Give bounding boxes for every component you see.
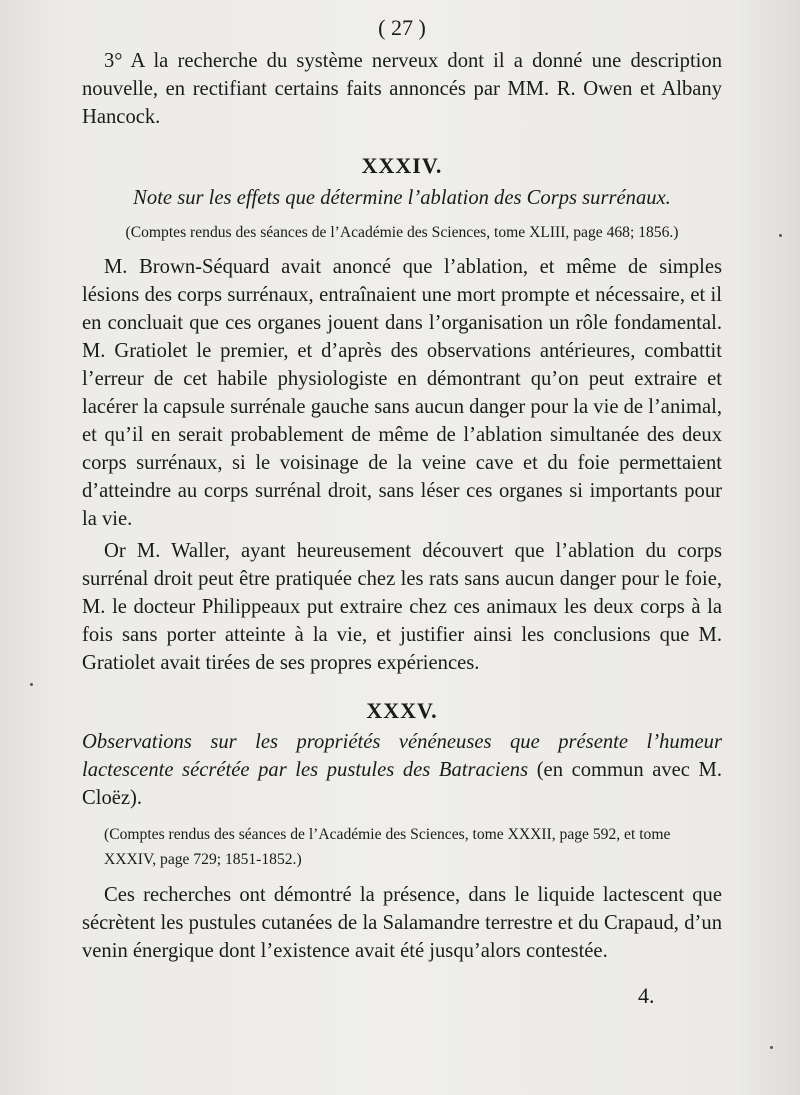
section-title-35-italic: Observations sur les propriétés vénéneuses que présente l’humeur lactescente sécrétée par les pustules des Batraciens [82,731,722,781]
source-citation-34: (Comptes rendus des séances de l’Académie des Sciences, tome XLIII, page 468; 1856.) [125,224,679,241]
section-title-35 [82,728,722,812]
page-number: ( 27 ) [378,15,426,40]
section-title-34: Note sur les effets que détermine l’ablation des Corps surrénaux. [133,187,671,209]
section-title-35-suffix: (en commun avec M. Cloëz). [82,759,722,809]
body-paragraph-35-1: Ces recherches ont démontré la présence, dans le liquide lactescent que sécrètent les pustules cutanées de la Salamandre terrestre et du Crapaud, d’un venin énergique dont l’existence avait été jusqu’alors contestée. [82,884,722,962]
text-block [82,14,722,965]
paper-speck [770,1046,773,1049]
section-heading-34: XXXIV. [361,153,443,178]
signature-mark: 4. [638,983,655,1008]
source-citation-35: (Comptes rendus des séances de l’Académie des Sciences, tome XXXII, page 592, et tome XXXIV, page 729; 1851-1852.) [104,826,671,868]
paper-speck [30,683,33,686]
body-paragraph-34-2: Or M. Waller, ayant heureusement découvert que l’ablation du corps surrénal droit peut être pratiquée chez les rats sans aucun danger pour le foie, M. le docteur Philippeaux put extraire chez ces animaux les deux corps à la fois sans porter atteinte à la vie, et justifier ainsi les conclusions que M. Gratiolet avait tirées de ses propres expériences. [82,540,722,674]
paper-speck [779,234,782,237]
section-heading-35: XXXV. [366,698,438,723]
body-paragraph-34-1: M. Brown-Séquard avait anoncé que l’ablation, et même de simples lésions des corps surrénaux, entraînaient une mort prompte et nécessaire, et il en concluait que ces organes jouent dans l’organisation un rôle fondamental. M. Gratiolet le premier, et d’après des observations antérieures, combattit l’erreur de cet habile physiologiste en démontrant qu’on peut extraire et lacérer la capsule surrénale gauche sans aucun danger pour la vie de l’animal, et qu’il en serait probablement de même de l’ablation simultanée des deux corps surrénaux, si le voisinage de la veine cave et du foie permettaient d’atteindre au corps surrénal droit, sans léser ces organes si importants pour la vie. [82,256,722,530]
intro-paragraph: 3° A la recherche du système nerveux dont il a donné une description nouvelle, en rectifiant certains faits annoncés par MM. R. Owen et Albany Hancock. [82,50,722,128]
